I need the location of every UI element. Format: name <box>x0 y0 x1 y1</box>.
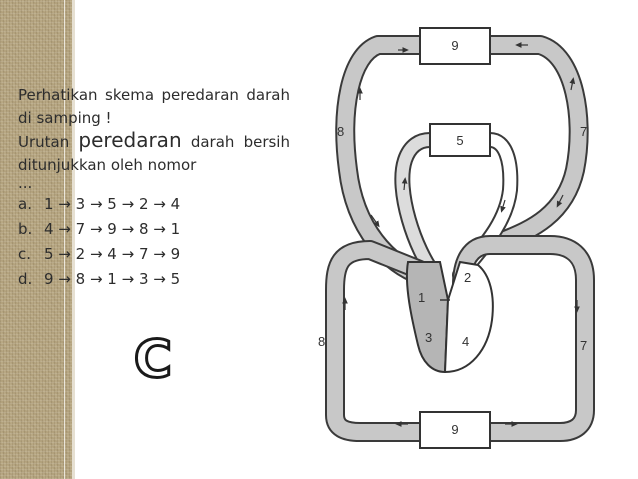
option-b[interactable] <box>18 217 290 242</box>
label-chamber-3: 3 <box>425 330 433 345</box>
option-text: 5 → 2 → 4 → 7 → 9 <box>44 245 181 263</box>
question-block <box>18 84 290 292</box>
label-left-lower: 8 <box>318 334 326 349</box>
circulation-diagram <box>300 0 630 479</box>
question-prompt <box>18 129 290 176</box>
circulation-svg <box>300 0 630 479</box>
heart-right-side <box>407 262 448 372</box>
label-right-lower: 7 <box>580 338 588 353</box>
option-letter: b. <box>18 220 33 238</box>
option-d[interactable] <box>18 267 290 292</box>
prompt-word-1: Urutan <box>18 133 70 151</box>
question-intro: Perhatikan skema peredaran darah di samping ! <box>18 86 290 127</box>
label-organ-bottom: 9 <box>451 422 459 437</box>
option-text: 1 → 3 → 5 → 2 → 4 <box>44 195 181 213</box>
label-chamber-2: 2 <box>464 270 472 285</box>
option-text: 4 → 7 → 9 → 8 → 1 <box>44 220 181 238</box>
option-letter: c. <box>18 245 32 263</box>
label-lung: 5 <box>456 133 464 148</box>
option-letter: a. <box>18 195 32 213</box>
label-organ-top: 9 <box>451 38 459 53</box>
prompt-ellipsis: ... <box>18 174 33 192</box>
label-chamber-4: 4 <box>462 334 470 349</box>
option-text: 9 → 8 → 1 → 3 → 5 <box>44 270 181 288</box>
prompt-emphasis: peredaran <box>78 128 182 152</box>
prompt-rest: darah bersih ditunjukkan oleh nomor <box>18 133 290 174</box>
option-a[interactable] <box>18 192 290 217</box>
label-chamber-1: 1 <box>418 290 426 305</box>
answer-letter: C <box>133 330 173 390</box>
answer-options <box>18 192 290 292</box>
label-right-upper: 7 <box>580 124 588 139</box>
option-letter: d. <box>18 270 33 288</box>
heart <box>407 262 493 372</box>
label-left-upper: 8 <box>337 124 345 139</box>
option-c[interactable] <box>18 242 290 267</box>
